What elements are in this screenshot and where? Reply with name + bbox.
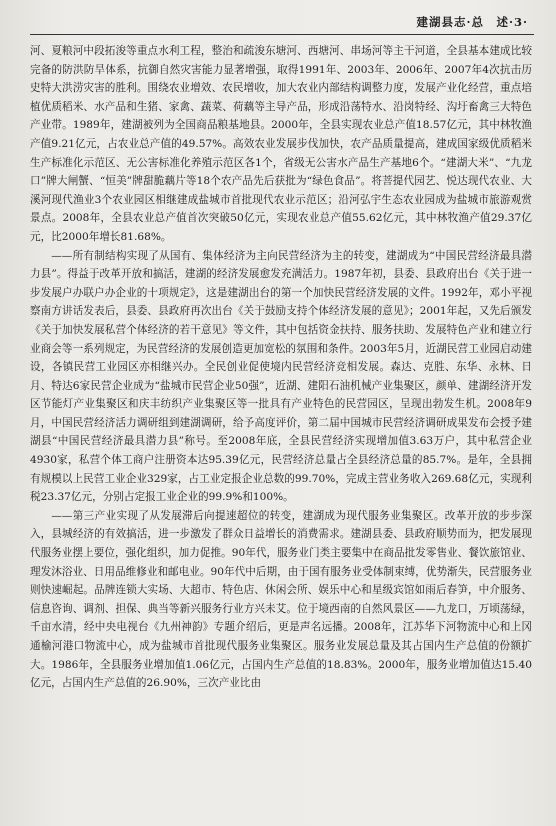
paragraph-agriculture: 河、夏粮河中段拓浚等重点水利工程，整治和疏浚东塘河、西塘河、串场河等主干河道，全县基本建成比较完备的防洪防旱体系，抗御自然灾害能力显著增强，取得1991年、2003年、2006年、2007年4次抗击历史特大洪涝灾害的胜利。围绕农业增效、农民增收，加大农业内部结构调整力度，发展产业化经营，重点培植优质稻米、水产品和生猪、家禽、蔬菜、荷藕等主导产品，形成沿荡特水、沿岗特经、沟圩畜禽三大特色产业带。1989年，建湖被列为全国商品粮基地县。2000年，全县实现农业总产值18.57亿元，其中林牧渔产值9.21亿元，占农业总产值的49.57%。高效农业发展步伐加快，农产品质量提高，建成国家级优质稻米生产标准化示范区、无公害标准化养殖示范区各1个，省级无公害水产品生产基地6个。“建湖大米”、“九龙口”牌大闸蟹、“恒美”牌甜脆藕片等18个农产品先后获批为“绿色食品”。将菩提代园艺、悦达现代农业、大溪河现代渔业3个农业园区相继建成盐城市首批现代农业示范区；沿河弘宇生态农业园成为盐城市旅游观赏景点。2008年，全县农业总产值首次突破50亿元，实现农业总产值55.62亿元，其中林牧渔产值29.37亿元，比2000年增长81.68%。	[30, 45, 532, 243]
running-header	[30, 8, 534, 35]
running-title: 建湖县志·总 述·3·	[416, 15, 528, 29]
paragraph-private-economy: ——所有制结构实现了从国有、集体经济为主向民营经济为主的转变，建湖成为“中国民营经济最具潜力县”。得益于改革开放和搞活，建湖的经济发展愈发充满活力。1987年初，县委、县政府出台《关于进一步发展户办联户办企业的十项规定》，这是建湖出台的第一个加快民营经济发展的文件。1992年，邓小平视察南方讲话发表后，县委、县政府再次出台《关于鼓励支持个体经济发展的意见》；2001年起，又先后颁发《关于加快发展私营个体经济的若干意见》等文件，其中包括资金扶持、服务扶助、发展特色产业和建立行业商会等一系列规定，为民营经济的发展创造更加宽松的氛围和条件。2003年5月，近湖民营工业园启动建设，各镇民营工业园区亦相继兴办。全民创业促使境内民营经济竞相发展。森达、克胜、东华、永林、日月、特达6家民营企业成为“盐城市民营企业50强”，近湖、建阳石油机械产业集聚区，颜单、建湖经济开发区节能灯产业集聚区和庆丰纺织产业集聚区等一批具有产业特色的民营园区，呈现出勃发生机。2008年9月，中国民营经济活力调研组到建湖调研，给予高度评价，第二届中国城市民营经济调研成果发布会授予建湖县“中国民营经济最具潜力县”称号。至2008年底，全县民营经济实现增加值3.63万户，其中私营企业4930家，私营个体工商户注册资本达95.39亿元，民营经济总量占全县经济总量的85.7%。是年，全县拥有规模以上民营工业企业329家，占工业定报企业总数的99.70%，完成主营业务收入269.68亿元，实现利税23.37亿元，分别占定报工业企业的99.9%和100%。	[30, 249, 532, 504]
paragraph-tertiary-industry: ——第三产业实现了从发展滞后向提速超位的转变，建湖成为现代服务业集聚区。改革开放的步步深入，县城经济的有效搞活，进一步激发了群众日益增长的消费需求。建湖县委、县政府顺势而为，把发展现代服务业摆上要位，强化组织，加力促推。90年代，服务业门类主要集中在商品批发零售业、餐饮旅馆业、理发沐浴业、日用品维修业和邮电业。90年代中后期，由于国有服务业受体制束缚，优势渐失，民营服务业则快速崛起。品牌连锁大实场、大超市、特色店、休闲会所、娱乐中心和星级宾馆如雨后春笋，中介服务、信息咨询、调剂、担保、典当等新兴服务行业方兴未艾。位于境西南的自然风景区——九龙口，万顷荡绿，千亩水清，经中央电视台《九州神韵》专题介绍后，更是声名远播。2008年，江苏华下河物流中心和上冈通榆河港口物流中心，成为盐城市首批现代服务业集聚区。服务业发展总量及其占国内生产总值的份额扩大。1986年，全县服务业增加值1.06亿元，占国内生产总值的18.83%。2000年，服务业增加值达15.40亿元，占国内生产总值的26.90%，三次产业比由	[30, 509, 532, 690]
body-text	[30, 42, 532, 693]
